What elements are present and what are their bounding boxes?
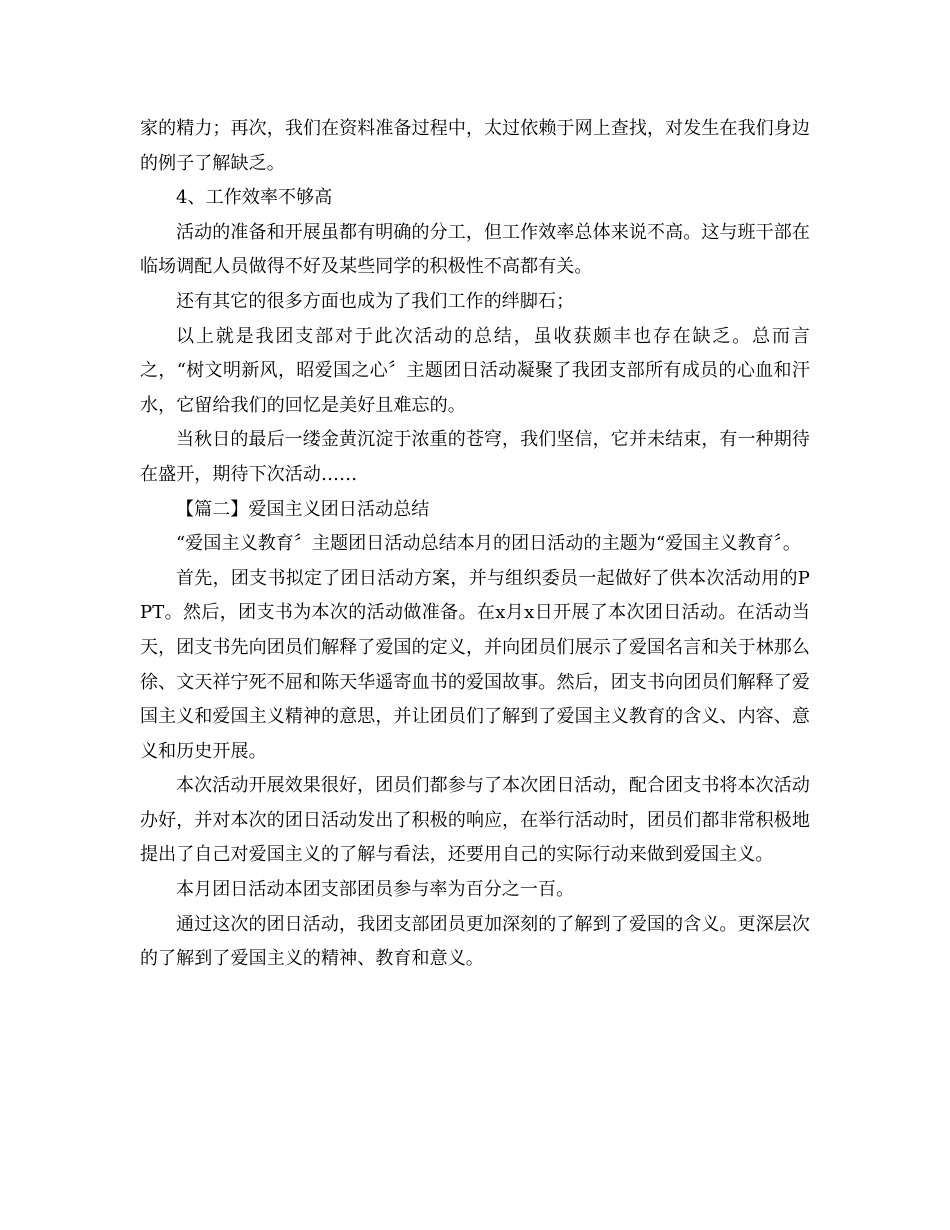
section-heading-part-two: 【篇二】爱国主义团日活动总结: [176, 498, 430, 520]
paragraph-autumn: 当秋日的最后一缕金黄沉淀于浓重的苍穹，我们坚信，它并未结束，有一种期待在盛开，期待下次活动……: [140, 429, 810, 485]
paragraph-work-efficiency: 活动的准备和开展虽都有明确的分工，但工作效率总体来说不高。这与班干部在临场调配人员做得不好及某些同学的积极性不高都有关。: [140, 221, 810, 278]
paragraph-theme-intro: “爱国主义教育〞主题团日活动总结本月的团日活动的主题为“爱国主义教育〞。: [176, 533, 802, 555]
paragraph-conclusion: 通过这次的团日活动，我团支部团员更加深刻的了解到了爱国的含义。更深层次的了解到了爱国主义的精神、教育和意义。: [140, 913, 810, 970]
document-body: [140, 112, 810, 977]
paragraph-summary: 以上就是我团支部对于此次活动的总结，虽收获颇丰也存在缺乏。总而言之，“树文明新风，昭爱国之心〞主题团日活动凝聚了我团支部所有成员的心血和汗水，它留给我们的回忆是美好且难忘的。: [140, 325, 810, 416]
paragraph-activity-effect: 本次活动开展效果很好，团员们都参与了本次团日活动，配合团支书将本次活动办好，并对本次的团日活动发出了积极的响应，在举行活动时，团员们都非常积极地提出了自己对爱国主义的了解与看法，还要用自己的实际行动来做到爱国主义。: [140, 775, 810, 866]
paragraph-participation-rate: 本月团日活动本团支部团员参与率为百分之一百。: [176, 879, 575, 901]
paragraph-continuation: 家的精力；再次，我们在资料准备过程中，太过依赖于网上查找，对发生在我们身边的例子了解缺乏。: [140, 118, 810, 174]
section-heading-work-efficiency: 4、工作效率不够高: [176, 187, 333, 209]
paragraph-activity-process: 首先，团支书拟定了团日活动方案，并与组织委员一起做好了供本次活动用的PPT。然后，团支书为本次的活动做准备。在x月x日开展了本次团日活动。在活动当天，团支书先向团员们解释了爱国的定义，并向团员们展示了爱国名言和关于林那么徐、文天祥宁死不屈和陈天华遥寄血书的爱国故事。然后，团支书向团员们解释了爱国主义和爱国主义精神的意思，并让团员们了解到了爱国主义教育的含义、内容、意义和历史开展。: [140, 567, 810, 762]
paragraph-other-obstacles: 还有其它的很多方面也成为了我们工作的绊脚石；: [176, 290, 575, 312]
